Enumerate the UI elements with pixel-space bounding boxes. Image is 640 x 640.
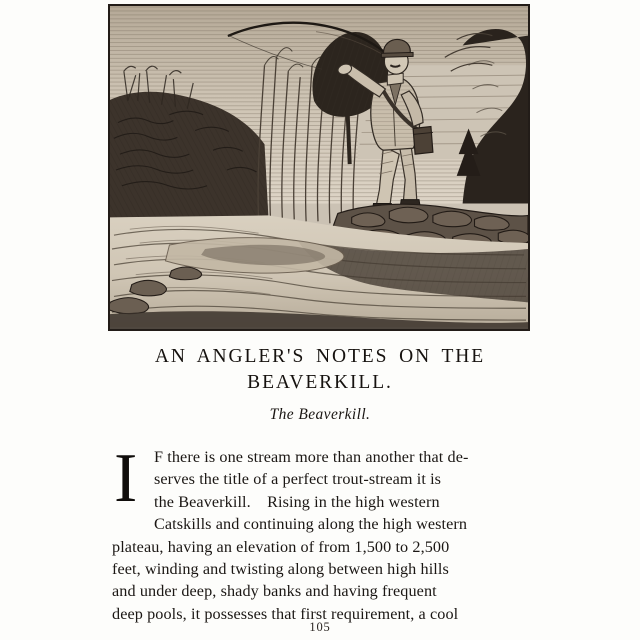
page-number: 105 xyxy=(309,620,331,634)
body-text xyxy=(112,440,536,625)
page-title-line-1: AN ANGLER'S NOTES ON THE xyxy=(154,346,486,367)
page-title xyxy=(0,344,640,396)
body-line: serves the title of a perfect trout-stream it is xyxy=(154,470,442,489)
body-line: feet, winding and twisting along between high hills xyxy=(112,559,449,578)
angler-engraving xyxy=(108,4,530,331)
section-subtitle: The Beaverkill. xyxy=(269,406,371,423)
drop-cap: I xyxy=(114,440,138,517)
body-line: Catskills and continuing along the high western xyxy=(154,515,468,534)
body-line: deep pools, it possesses that first requirement, a cool xyxy=(112,604,459,623)
page-title-line-2: BEAVERKILL. xyxy=(247,372,393,393)
body-line: and under deep, shady banks and having frequent xyxy=(112,582,437,601)
body-line: the Beaverkill. Rising in the high western xyxy=(154,492,440,511)
body-line: F there is one stream more than another that de- xyxy=(154,448,469,466)
body-line: plateau, having an elevation of from 1,500 to 2,500 xyxy=(112,537,450,556)
engraving-artwork xyxy=(110,6,528,329)
